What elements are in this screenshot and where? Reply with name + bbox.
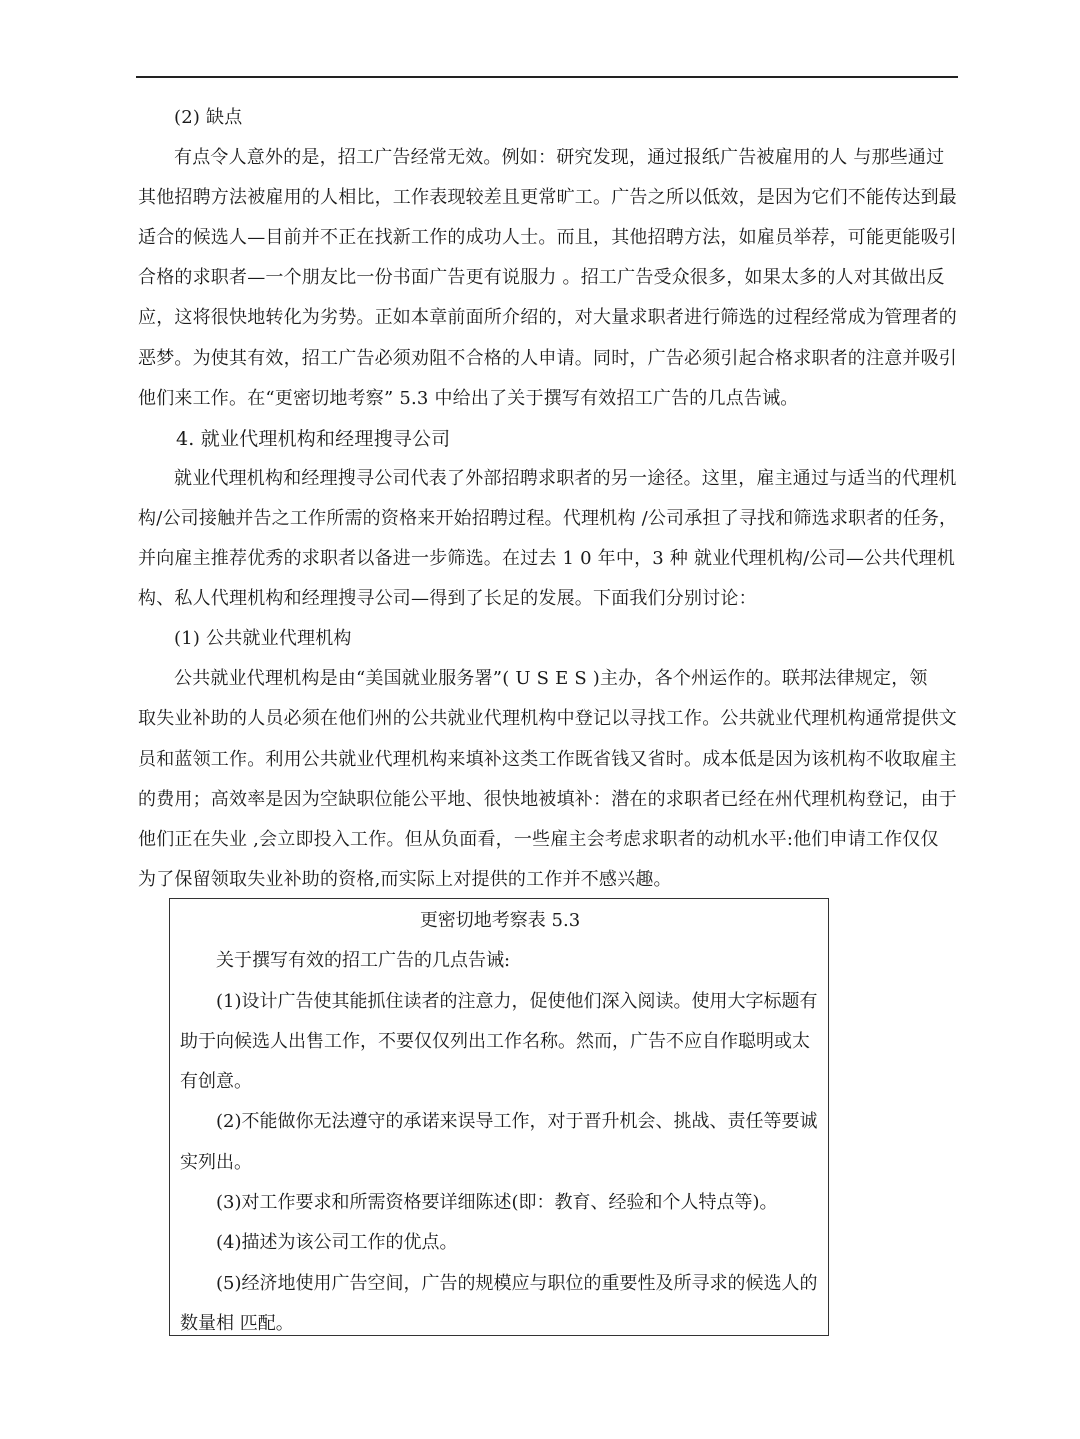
paragraph-line: 有点令人意外的是，招工广告经常无效。例如：研究发现，通过报纸广告被雇用的人 与那些通过 — [174, 147, 945, 169]
paragraph-line: 并向雇主推荐优秀的求职者以备进一步筛选。在过去 1 0 年中，3 种 就业代理机构/公司—公共代理机 — [138, 548, 956, 570]
closer-look-item: (4)描述为该公司工作的优点。 — [216, 1232, 458, 1254]
paragraph-line: 员和蓝领工作。利用公共就业代理机构来填补这类工作既省钱又省时。成本低是因为该机构不收取雇主 — [138, 748, 957, 770]
paragraph-line: 其他招聘方法被雇用的人相比，工作表现较差且更常旷工。广告之所以低效，是因为它们不能传达到最 — [138, 187, 957, 209]
closer-look-item-cont: 助于向候选人出售工作，不要仅仅列出工作名称。然而，广告不应自作聪明或太 — [180, 1030, 810, 1052]
closer-look-title: 更密切地考察表 5.3 — [419, 910, 581, 931]
closer-look-item-cont: 有创意。 — [180, 1071, 252, 1093]
paragraph-line: 应，这将很快地转化为劣势。正如本章前面所介绍的，对大量求职者进行筛选的过程经常成为管理者的 — [138, 307, 957, 329]
paragraph-line: 为了保留领取失业补助的资格,而实际上对提供的工作并不感兴趣。 — [138, 868, 672, 890]
header-rule — [136, 76, 958, 78]
paragraph-line: 的费用；高效率是因为空缺职位能公平地、很快地被填补：潜在的求职者已经在州代理机构登记，由于 — [138, 788, 957, 810]
paragraph-line: 他们来工作。在“更密切地考察” 5.3 中给出了关于撰写有效招工广告的几点告诫。 — [138, 387, 799, 409]
section-heading-public-agencies: (1) 公共就业代理机构 — [174, 628, 352, 650]
paragraph-line: 他们正在失业 ,会立即投入工作。但从负面看，一些雇主会考虑求职者的动机水平:他们申请工作仅仅 — [138, 828, 939, 850]
paragraph-line: 就业代理机构和经理搜寻公司代表了外部招聘求职者的另一途径。这里，雇主通过与适当的代理机 — [174, 467, 957, 489]
closer-look-item: (2)不能做你无法遵守的承诺来误导工作，对于晋升机会、挑战、责任等要诚 — [216, 1111, 818, 1133]
paragraph-line: 构/公司接触并告之工作所需的资格来开始招聘过程。代理机构 /公司承担了寻找和筛选求职者的任务， — [138, 507, 958, 529]
paragraph-line: 恶梦。为使其有效，招工广告必须劝阻不合格的人申请。同时，广告必须引起合格求职者的注意并吸引 — [138, 347, 957, 369]
document-body — [138, 98, 958, 900]
closer-look-item-cont: 实列出。 — [180, 1151, 252, 1173]
paragraph-line: 合格的求职者—一个朋友比一份书面广告更有说服力 。招工广告受众很多，如果太多的人对其做出反 — [138, 267, 945, 289]
closer-look-intro: 关于撰写有效的招工广告的几点告诫: — [216, 950, 511, 972]
section-heading-drawbacks: (2) 缺点 — [174, 107, 243, 128]
paragraph-line: 构、私人代理机构和经理搜寻公司—得到了长足的发展。下面我们分别讨论： — [138, 588, 757, 610]
section-heading-agencies: 4. 就业代理机构和经理搜寻公司 — [176, 427, 451, 450]
closer-look-content — [180, 901, 820, 1344]
closer-look-item: (3)对工作要求和所需资格要详细陈述(即：教育、经验和个人特点等)。 — [216, 1192, 778, 1214]
closer-look-box — [169, 898, 829, 1336]
paragraph-line: 取失业补助的人员必须在他们州的公共就业代理机构中登记以寻找工作。公共就业代理机构通常提供文 — [138, 708, 957, 730]
paragraph-line: 适合的候选人—目前并不正在找新工作的成功人士。而且，其他招聘方法，如雇员举荐，可能更能吸引 — [138, 227, 957, 249]
closer-look-item-cont: 数量相 匹配。 — [180, 1312, 294, 1334]
closer-look-item: (5)经济地使用广告空间，广告的规模应与职位的重要性及所寻求的候选人的 — [216, 1272, 818, 1294]
closer-look-item: (1)设计广告使其能抓住读者的注意力，促使他们深入阅读。使用大字标题有 — [216, 990, 818, 1012]
paragraph-line: 公共就业代理机构是由“美国就业服务署”( U S E S )主办，各个州运作的。联邦法律规定，领 — [174, 668, 928, 690]
